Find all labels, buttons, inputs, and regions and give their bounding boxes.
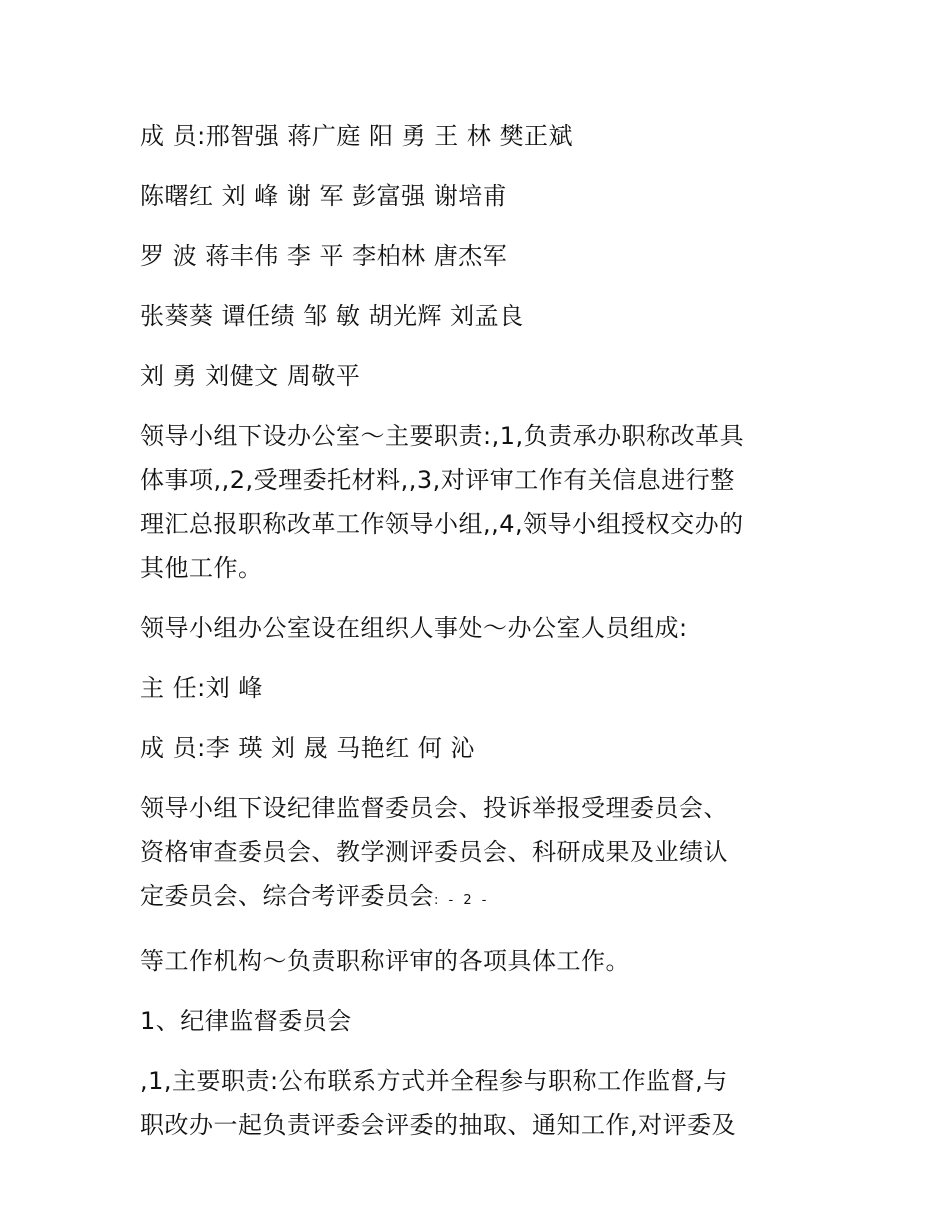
member-line-5: 刘 勇 刘健文 周敬平	[140, 362, 361, 390]
member-line-1: 成 员:邢智强 蒋广庭 阳 勇 王 林 樊正斌	[140, 122, 573, 150]
text-line	[140, 874, 820, 923]
member-line-4: 张葵葵 谭任绩 邹 敏 胡光辉 刘孟良	[140, 302, 524, 330]
duties-paragraph	[140, 1059, 820, 1147]
text-line: 理汇总报职称改革工作领导小组,,4,领导小组授权交办的	[140, 510, 744, 538]
committees-paragraph	[140, 786, 820, 923]
section-heading: 1、纪律监督委员会	[140, 1007, 352, 1035]
document-body	[140, 114, 820, 1163]
text-line: 资格审查委员会、教学测评委员会、科研成果及业绩认	[140, 838, 728, 866]
committees-line-end: 定委员会、综合考评委员会	[140, 882, 434, 910]
member-line-3: 罗 波 蒋丰伟 李 平 李柏林 唐杰军	[140, 242, 508, 270]
office-director: 主 任:刘 峰	[140, 674, 263, 702]
text-line: 领导小组下设纪律监督委员会、投诉举报受理委员会、	[140, 794, 728, 822]
text-line: 领导小组下设办公室～主要职责:,1,负责承办职称改革具	[140, 422, 745, 450]
text-line: 体事项,,2,受理委托材料,,3,对评审工作有关信息进行整	[140, 466, 735, 494]
text-line: 职改办一起负责评委会评委的抽取、通知工作,对评委及	[140, 1111, 737, 1139]
text-line: 其他工作。	[140, 554, 263, 582]
office-location: 领导小组办公室设在组织人事处～办公室人员组成:	[140, 614, 688, 642]
office-members: 成 员:李 瑛 刘 晟 马艳红 何 沁	[140, 734, 475, 762]
text-line: ,1,主要职责:公布联系方式并全程参与职称工作监督,与	[140, 1067, 728, 1095]
committees-end: 等工作机构～负责职称评审的各项具体工作。	[140, 947, 630, 975]
page-number-marker: : - 2 -	[434, 893, 490, 908]
member-line-2: 陈曙红 刘 峰 谢 军 彭富强 谢培甫	[140, 182, 508, 210]
office-duties-paragraph	[140, 414, 820, 590]
